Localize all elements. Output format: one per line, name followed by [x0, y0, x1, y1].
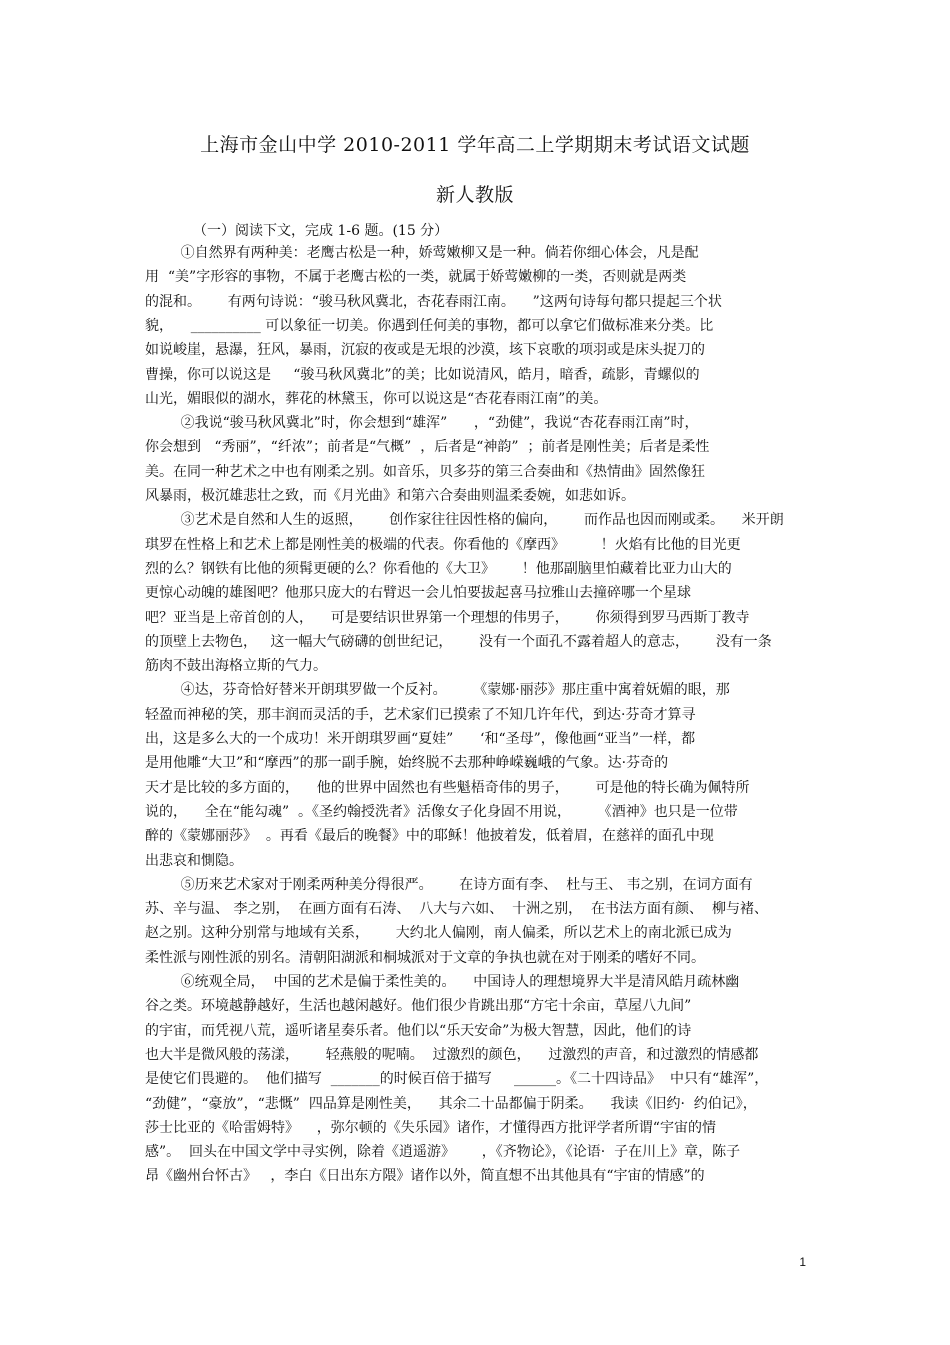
text-line: ④达，芬奇恰好替米开朗琪罗做一个反衬。 《蒙娜·丽莎》那庄重中寓着妩媚的眼，那: [145, 682, 730, 699]
text-line: 天才是比较的多方面的， 他的世界中固然也有些魁梧奇伟的男子， 可是他的特长确为佩特所: [145, 779, 750, 796]
text-line: 轻盈而神秘的笑，那丰润而灵活的手，艺术家们已摸索了不知几许年代，到达·芬奇才算寻: [145, 706, 696, 723]
text-line: 的混和。 有两句诗说：“骏马秋风冀北，杏花春雨江南。 ”这两句诗每句都只提起三个状: [145, 293, 722, 310]
text-line: ③艺术是自然和人生的返照， 创作家往往因性格的偏向， 而作品也因而刚或柔。 米开朗: [145, 512, 784, 529]
text-line: 醉的《蒙娜丽莎》 。再看《最后的晚餐》中的耶稣！他披着发，低着眉，在慈祥的面孔中现: [145, 828, 714, 845]
text-line: 出悲哀和惻隐。: [145, 852, 243, 869]
text-line: 如说峻崖，悬瀑，狂风，暴雨，沉寂的夜或是无垠的沙漠，垓下哀歌的项羽或是床头捉刀的: [145, 342, 705, 359]
document-title: 上海市金山中学 2010-2011 学年高二上学期期末考试语文试题: [200, 134, 750, 156]
text-line: 昂《幽州台怀古》 ，李白《日出东方隈》诸作以外，简直想不出其他具有“宇宙的情感”的: [145, 1168, 705, 1185]
section-heading: （一）阅读下文，完成 1-6 题。(15 分）: [193, 223, 449, 239]
document-subtitle: 新人教版: [435, 184, 514, 206]
text-line: 你会想到 “秀丽”，“纤浓”；前者是“气概” ，后者是“神韵” ；前者是刚性美；后者是柔性: [145, 439, 710, 456]
text-line: 是使它们畏避的。 他们描写 _______的时候百倍于描写 ______。《二十四诗品》 中只有“雄浑”，: [145, 1071, 769, 1088]
text-line: 的顶壁上去物色， 这一幅大气磅礴的创世纪记， 没有一个面孔不露着超人的意志， 没有一条: [145, 633, 772, 650]
text-line: 用 “美”字形容的事物，不属于老鹰古松的一类，就属于娇莺嫩柳的一类，否则就是两类: [145, 269, 687, 286]
text-line: ⑥统观全局， 中国的艺术是偏于柔性美的。 中国诗人的理想境界大半是清风皓月疏林幽: [145, 974, 740, 990]
text-line: 莎士比亚的《哈雷姆特》 ，弥尔顿的《失乐园》诸作，才懂得西方批评学者所谓“宇宙的情: [145, 1119, 716, 1136]
text-line: ①自然界有两种美：老鹰古松是一种，娇莺嫩柳又是一种。倘若你细心体会，凡是配: [145, 245, 699, 261]
text-line: 更惊心动魄的雄图吧？他那只庞大的右臂迟一会儿怕要拔起喜马拉雅山去撞碎哪一个星球: [145, 585, 691, 602]
text-line: 筋肉不鼓出海格立斯的气力。: [145, 658, 327, 675]
text-line: 赵之别。这种分别常与地域有关系， 大约北人偏刚，南人偏柔，所以艺术上的南北派已成为: [145, 925, 732, 942]
text-line: 烈的么？钢铁有比他的须髯更硬的么？你看他的《大卫》 ！他那副脑里怕藏着比亚力山大的: [145, 560, 732, 577]
text-line: 谷之类。环境越静越好，生活也越闲越好。他们很少肯跳出那“方宅十余亩，草屋八九间”: [145, 998, 692, 1015]
text-line: 也大半是微风般的荡漾， 轻燕般的呢喃。 过激烈的颜色， 过激烈的声音，和过激烈的情感都: [145, 1046, 759, 1063]
text-line: 风暴雨，极沉雄悲壮之致，而《月光曲》和第六合奏曲则温柔委婉，如悲如诉。: [145, 488, 635, 504]
text-line: 琪罗在性格上和艺术上都是刚性美的极端的代表。你看他的《摩西》 ！火焰有比他的目光更: [145, 536, 741, 553]
text-line: 吧？亚当是上帝首创的人， 可是要结识世界第一个理想的伟男子， 你须得到罗马西斯丁教寺: [145, 609, 750, 626]
text-line: 苏、辛与温、 李之别， 在画方面有石涛、 八大与六如、 十洲之别， 在书法方面有颜、 柳与褚、: [145, 901, 768, 918]
text-line: “劲健”，“豪放”，“悲慨” 四品算是刚性美， 其余二十品都偏于阴柔。 我读《旧约· 约伯记》，: [145, 1095, 757, 1112]
text-line: ⑤历来艺术家对于刚柔两种美分得很严。 在诗方面有李、 杜与王、 韦之别，在词方面有: [145, 876, 753, 893]
text-line: 出，这是多么大的一个成功！米开朗琪罗画“夏娃” ‘和“圣母”，像他画“亚当”一样，都: [145, 731, 696, 747]
text-line: 美。在同一种艺术之中也有刚柔之别。如音乐，贝多芬的第三合奏曲和《热情曲》固然像狂: [145, 463, 705, 480]
text-line: 说的， 全在“能勾魂” 。《圣约翰授洗者》活像女子化身固不用说， 《酒神》也只是一位带: [145, 803, 738, 820]
text-line: 貌， __________ 可以象征一切美。你遇到任何美的事物，都可以拿它们做标准来分类。比: [145, 317, 714, 334]
text-line: 曹操，你可以说这是 “骏马秋风冀北”的美；比如说清风，皓月，暗香，疏影，青螺似的: [145, 366, 700, 383]
text-line: 感”。 回头在中国文学中寻实例，除着《逍遥游》 ，《齐物论》，《论语· 子在川上》章，陈子: [145, 1144, 741, 1161]
text-line: 的宇宙，而凭视八荒，遥听诸星奏乐者。他们以“乐天安命”为极大智慧，因此，他们的诗: [145, 1022, 692, 1039]
text-line: 柔性派与刚性派的别名。清朝阳湖派和桐城派对于文章的争执也就在对于刚柔的嗜好不同。: [145, 949, 705, 966]
text-line: 是用他雕“大卫”和“摩西”的那一副手腕，始终脱不去那种峥嵘巍峨的气象。达·芬奇的: [145, 755, 669, 772]
page-number: 1: [799, 1255, 806, 1269]
text-line: ②我说“骏马秋风冀北”时，你会想到“雄浑” ，“劲健”，我说“杏花春雨江南”时，: [145, 415, 699, 432]
text-line: 山光，媚眼似的湖水，葬花的林黛玉，你可以说这是“杏花春雨江南”的美。: [145, 390, 608, 407]
